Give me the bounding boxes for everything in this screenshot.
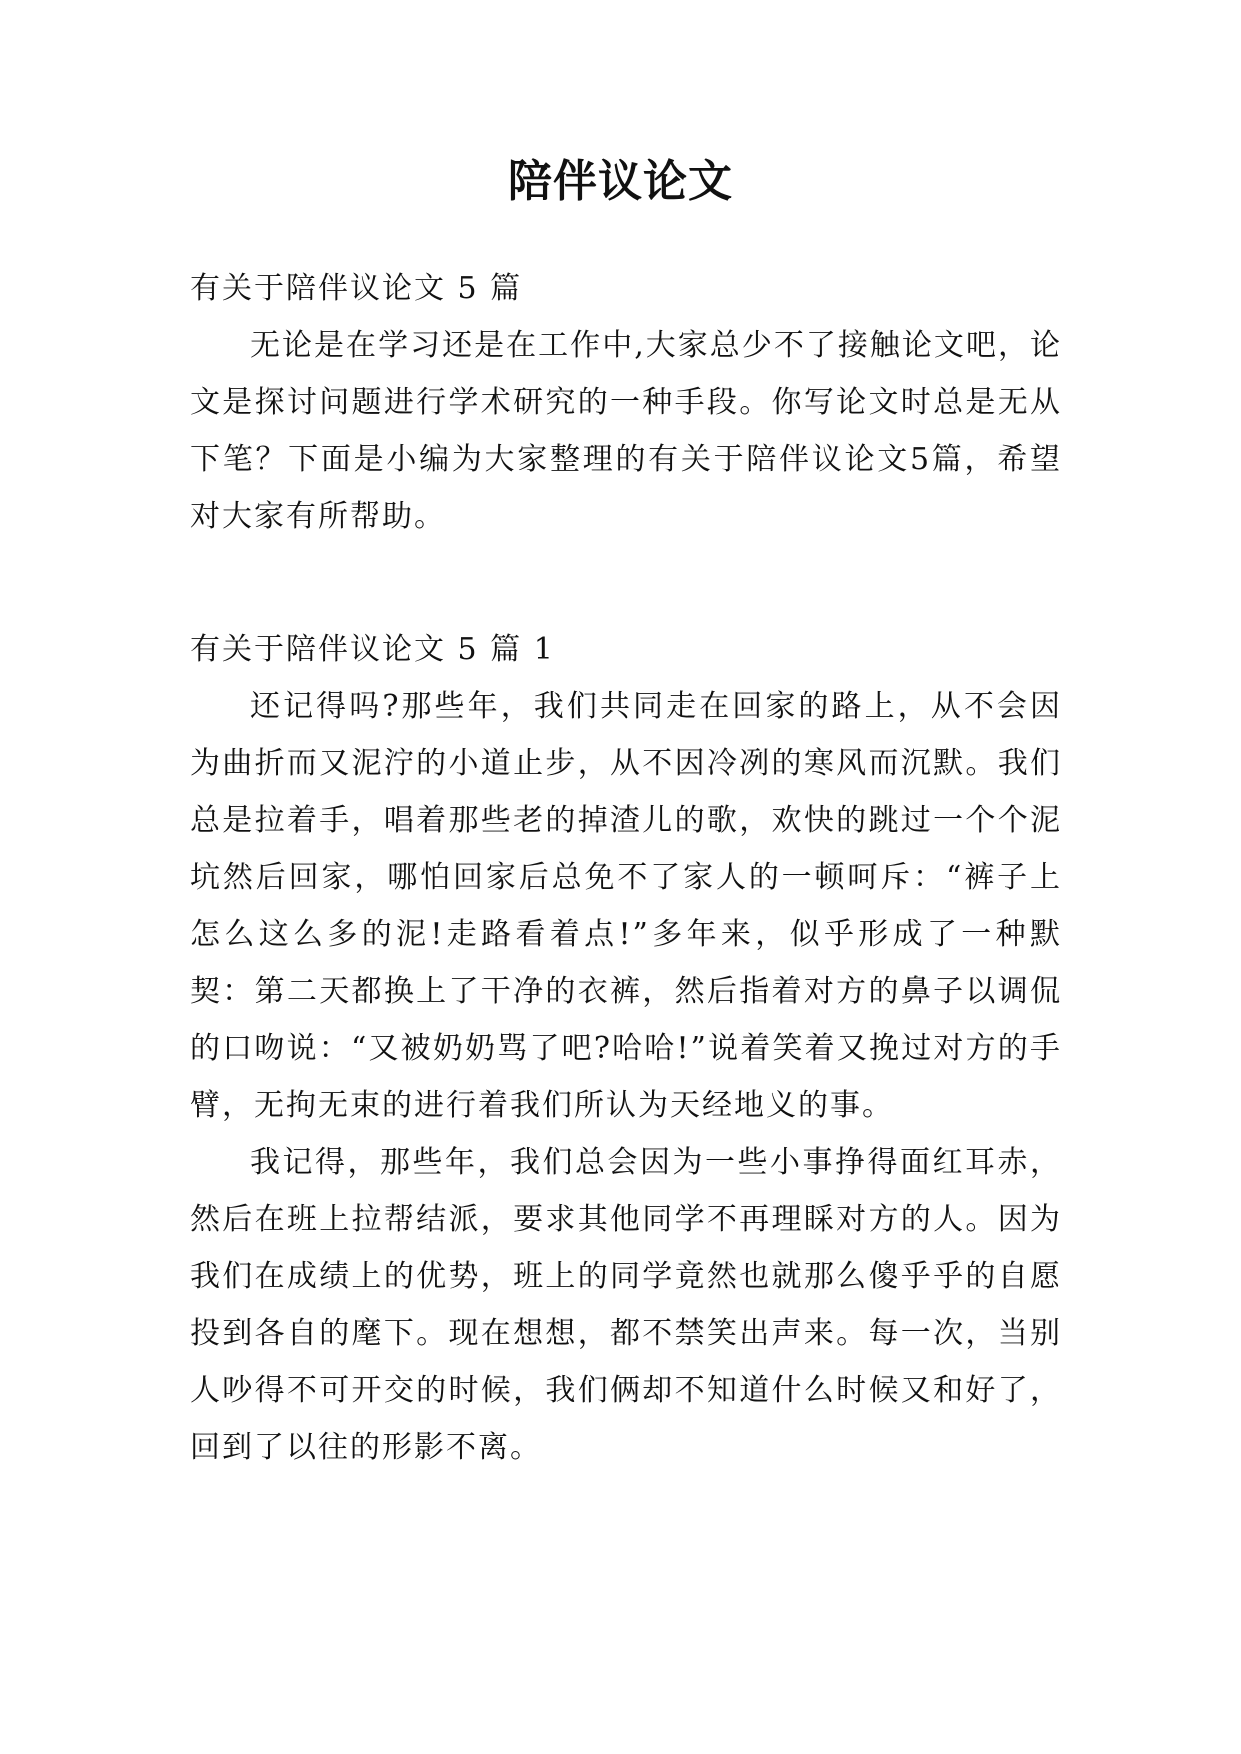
document-title: 陪伴议论文 [508, 156, 733, 207]
intro-heading: 有关于陪伴议论文 5 篇 [190, 271, 523, 306]
document-body [190, 260, 1062, 1476]
section1-paragraph-2: 我记得，那些年，我们总会因为一些小事挣得面红耳赤，然后在班上拉帮结派，要求其他同学不再理睬对方的人。因为我们在成绩上的优势，班上的同学竟然也就那么傻乎乎的自愿投到各自的麾下。现在想想，都不禁笑出声来。每一次，当别人吵得不可开交的时候，我们俩却不知道什么时候又和好了，回到了以往的形影不离。 [190, 1145, 1062, 1465]
section-spacer [190, 545, 1062, 621]
section1-paragraph-1: 还记得吗?那些年，我们共同走在回家的路上，从不会因为曲折而又泥泞的小道止步，从不因冷冽的寒风而沉默。我们总是拉着手，唱着那些老的掉渣儿的歌，欢快的跳过一个个泥坑然后回家，哪怕回家后总免不了家人的一顿呵斥：“裤子上怎么这么多的泥!走路看着点!”多年来，似乎形成了一种默契：第二天都换上了干净的衣裤，然后指着对方的鼻子以调侃的口吻说：“又被奶奶骂了吧?哈哈!”说着笑着又挽过对方的手臂，无拘无束的进行着我们所认为天经地义的事。 [190, 689, 1062, 1123]
intro-paragraph: 无论是在学习还是在工作中,大家总少不了接触论文吧，论文是探讨问题进行学术研究的一种手段。你写论文时总是无从下笔？下面是小编为大家整理的有关于陪伴议论文5篇，希望对大家有所帮助。 [190, 328, 1062, 534]
section1-heading: 有关于陪伴议论文 5 篇 1 [190, 632, 555, 667]
